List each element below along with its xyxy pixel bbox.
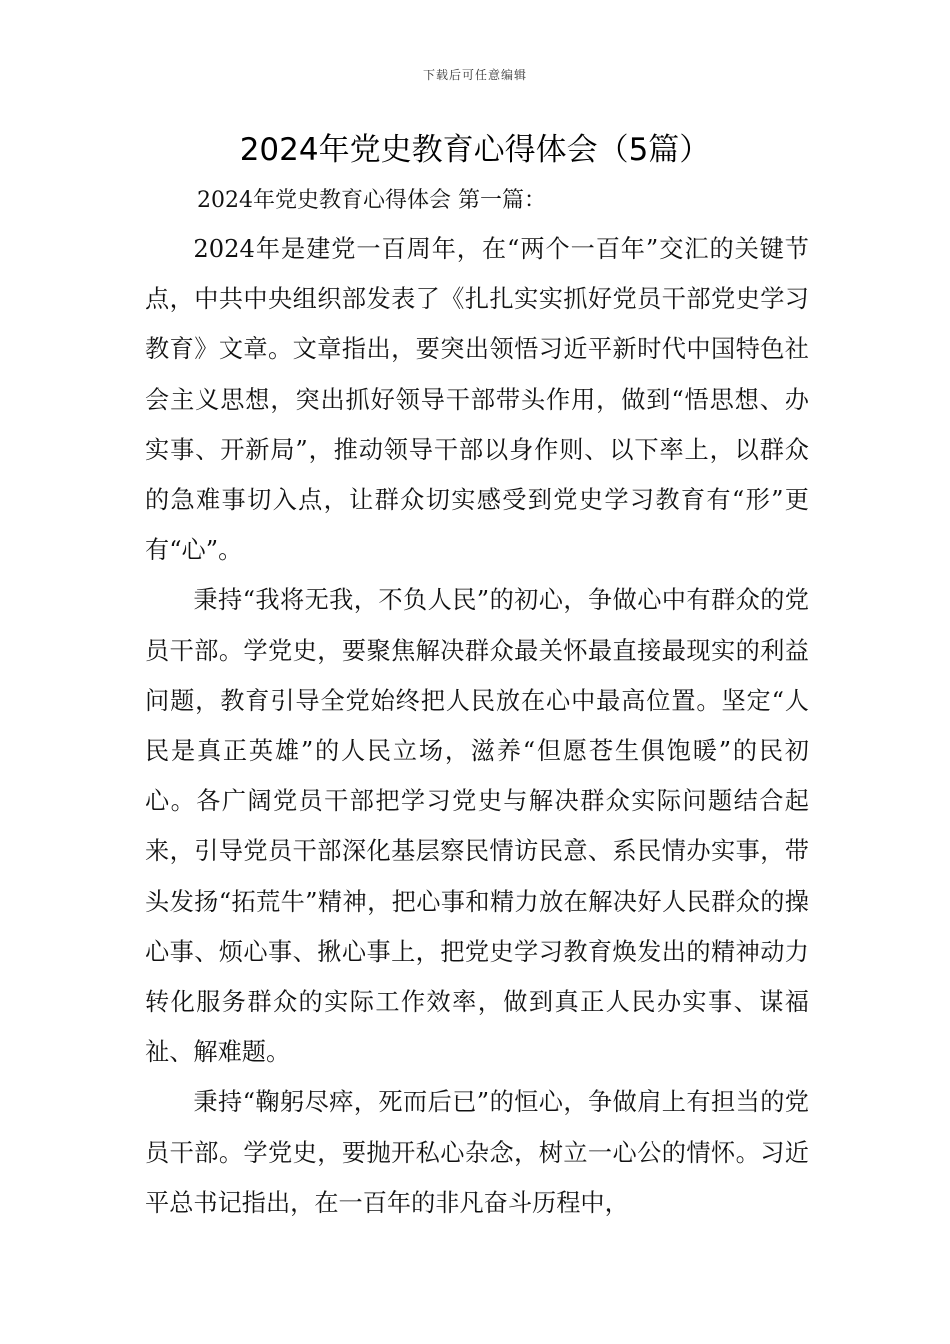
- paragraph-3: 秉持“鞠躬尽瘁，死而后已”的恒心，争做肩上有担当的党员干部。学党史，要抛开私心杂念，树立一心公的情怀。习近平总书记指出，在一百年的非凡奋斗历程中，: [145, 1088, 809, 1217]
- section-subheading: 2024年党史教育心得体会 第一篇：: [197, 188, 546, 213]
- document-body: [145, 178, 809, 1228]
- paragraph-2: 秉持“我将无我，不负人民”的初心，争做心中有群众的党员干部。学党史，要聚焦解决群众最关怀最直接最现实的利益问题，教育引导全党始终把人民放在心中最高位置。坚定“人民是真正英雄”的人民立场，滋养“但愿苍生俱饱暖”的民初心。各广阔党员干部把学习党史与解决群众实际问题结合起来，引导党员干部深化基层察民情访民意、系民情办实事，带头发扬“拓荒牛”精神，把心事和精力放在解决好人民群众的操心事、烦心事、揪心事上，把党史学习教育焕发出的精神动力转化服务群众的实际工作效率，做到真正人民办实事、谋福祉、解难题。: [145, 586, 809, 1067]
- header-note: 下载后可任意编辑: [422, 68, 527, 82]
- document-title: 2024年党史教育心得体会（5篇）: [239, 132, 711, 168]
- paragraph-1: 2024年是建党一百周年，在“两个一百年”交汇的关键节点，中共中央组织部发表了《扎扎实实抓好党员干部党史学习教育》文章。文章指出，要突出领悟习近平新时代中国特色社会主义思想，突出抓好领导干部带头作用，做到“悟思想、办实事、开新局”，推动领导干部以身作则、以下率上，以群众的急难事切入点，让群众切实感受到党史学习教育有“形”更有“心”。: [145, 235, 809, 565]
